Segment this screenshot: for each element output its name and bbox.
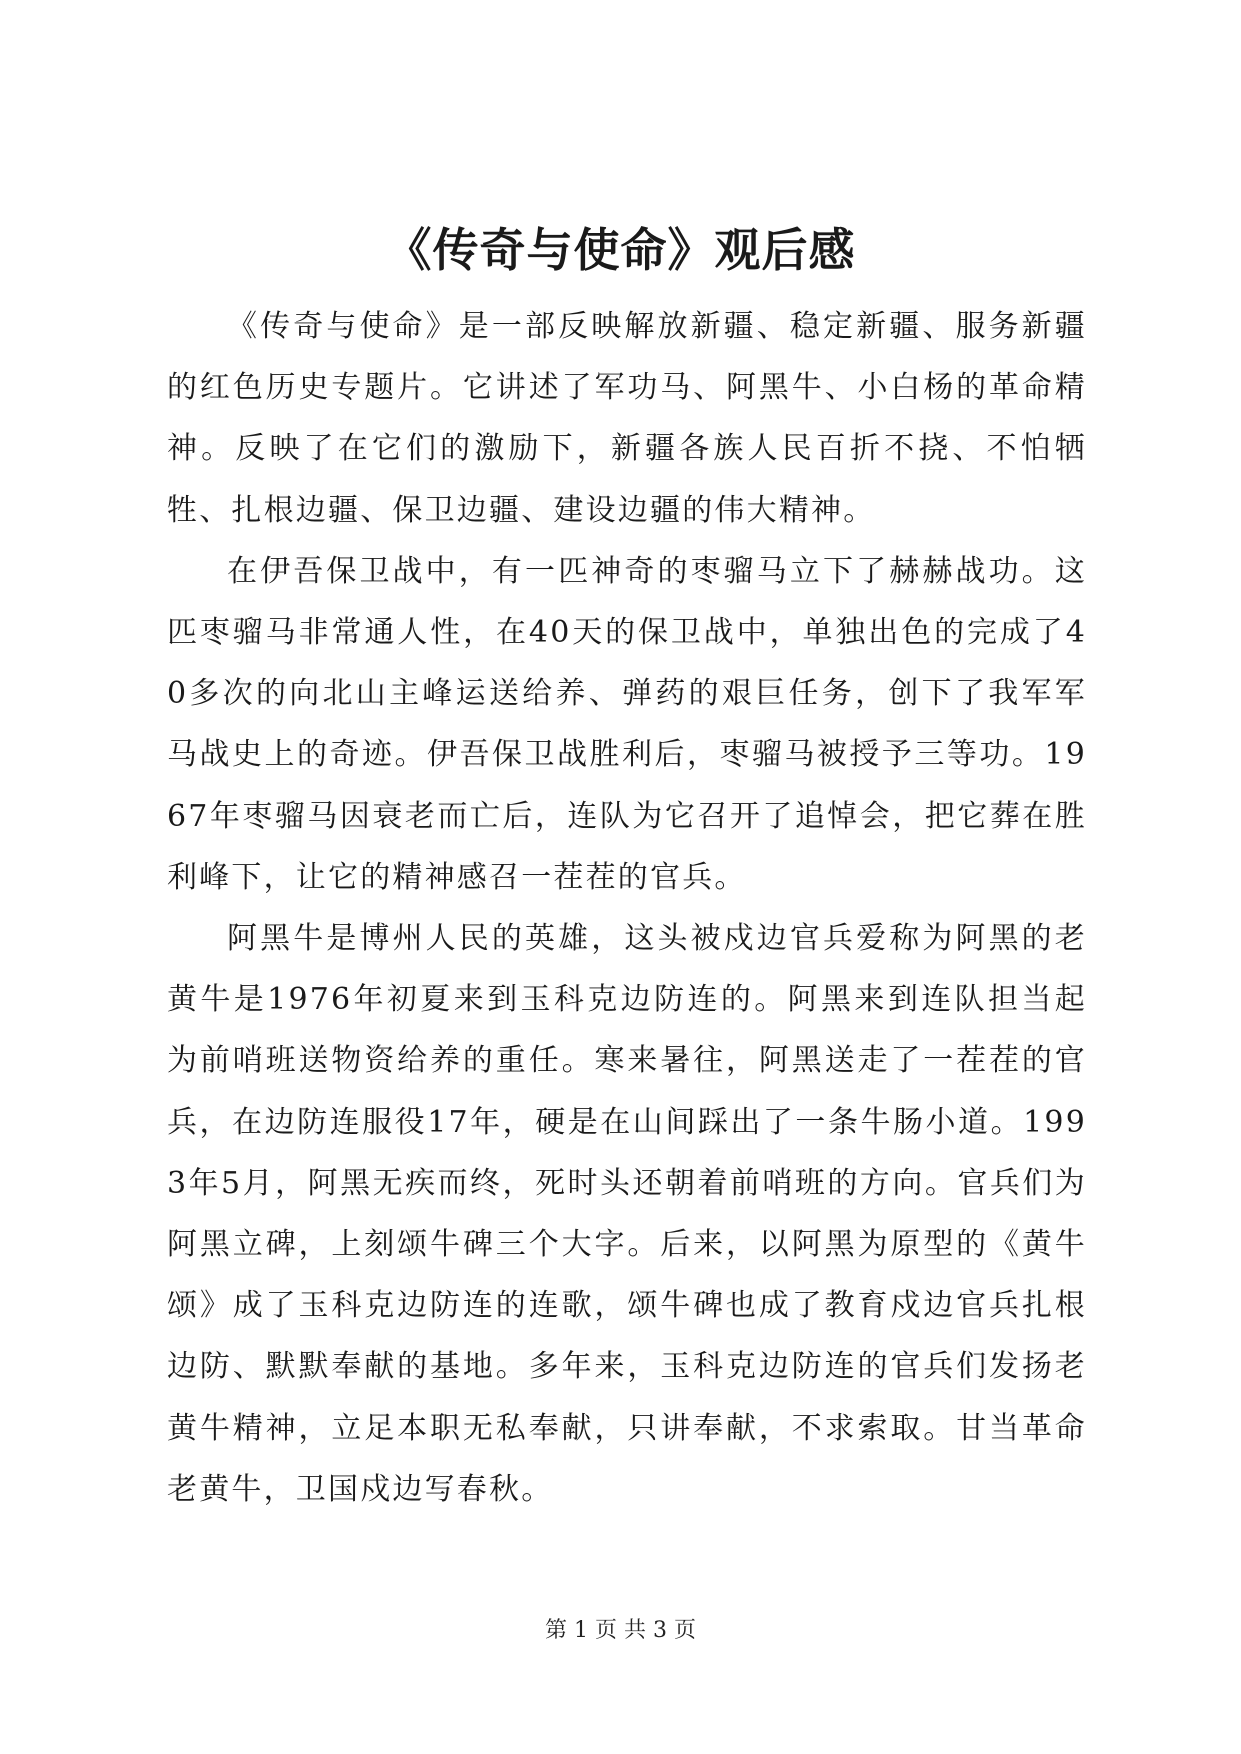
paragraph-horse: 在伊吾保卫战中，有一匹神奇的枣骝马立下了赫赫战功。这匹枣骝马非常通人性，在40天的保卫战中，单独出色的完成了40多次的向北山主峰运送给养、弹药的艰巨任务，创下了我军军马战史上的奇迹。伊吾保卫战胜利后，枣骝马被授予三等功。1967年枣骝马因衰老而亡后，连队为它召开了追悼会，把它葬在胜利峰下，让它的精神感召一茬茬的官兵。 [167, 553, 1087, 895]
paragraph-ox: 阿黑牛是博州人民的英雄，这头被戍边官兵爱称为阿黑的老黄牛是1976年初夏来到玉科克边防连的。阿黑来到连队担当起为前哨班送物资给养的重任。寒来暑往，阿黑送走了一茬茬的官兵，在边防连服役17年，硬是在山间踩出了一条牛肠小道。1993年5月，阿黑无疾而终，死时头还朝着前哨班的方向。官兵们为阿黑立碑，上刻颂牛碑三个大字。后来，以阿黑为原型的《黄牛颂》成了玉科克边防连的连歌，颂牛碑也成了教育戍边官兵扎根边防、默默奉献的基地。多年来，玉科克边防连的官兵们发扬老黄牛精神，立足本职无私奉献，只讲奉献，不求索取。甘当革命老黄牛，卫国戍边写春秋。 [167, 921, 1087, 1507]
paragraph-intro: 《传奇与使命》是一部反映解放新疆、稳定新疆、服务新疆的红色历史专题片。它讲述了军功马、阿黑牛、小白杨的革命精神。反映了在它们的激励下，新疆各族人民百折不挠、不怕牺牲、扎根边疆、保卫边疆、建设边疆的伟大精神。 [167, 309, 1087, 528]
page-number-footer: 第 1 页 共 3 页 [545, 1618, 696, 1643]
document-body [167, 296, 1087, 1520]
document-title: 《传奇与使命》观后感 [385, 223, 856, 277]
